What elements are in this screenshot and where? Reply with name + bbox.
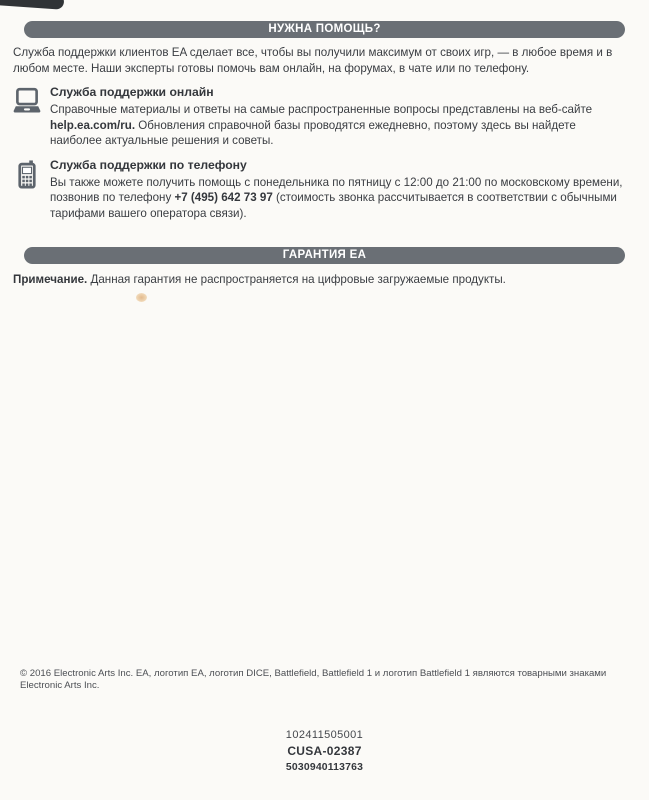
help-section-header: [24, 21, 625, 38]
online-support-item: [13, 85, 629, 149]
warranty-section-header: [24, 247, 625, 264]
phone-support-body: [50, 175, 638, 222]
barcode-number: 5030940113763: [285, 762, 364, 773]
help-intro-text: Служба поддержки клиентов EA сделает все, чтобы вы получили максимум от своих игр, — в любое время и в любом месте. Наши эксперты готовы помочь вам онлайн, на форумах, в чате или по телефону.: [13, 46, 613, 75]
warranty-section-title: ГАРАНТИЯ EA: [282, 249, 367, 261]
online-support-heading: Служба поддержки онлайн: [50, 85, 214, 99]
scan-speck: [136, 293, 147, 302]
online-support-body: [50, 102, 626, 149]
product-code: 102411505001: [285, 729, 364, 741]
copyright-line: © 2016 Electronic Arts Inc. EA, логотип EA, логотип DICE, Battlefield, Battlefield 1 и логотип Battlefield 1 являются товарными знаками Electronic Arts Inc.: [20, 668, 607, 691]
phone-support-heading: Служба поддержки по телефону: [50, 157, 247, 172]
help-section-title: НУЖНА ПОМОЩЬ?: [268, 23, 381, 35]
warranty-section: [0, 247, 649, 288]
support-phone-number: +7 (495) 642 73 97: [174, 191, 273, 204]
phone-support-item: [13, 158, 629, 222]
cusa-code: CUSA-02387: [287, 744, 362, 758]
online-body-pre: Справочные материалы и ответы на самые распространенные вопросы представлены на веб-сайте: [50, 103, 593, 116]
laptop-icon: [13, 85, 41, 115]
warranty-note: [13, 272, 635, 288]
scan-artifact: [0, 0, 64, 10]
mobile-phone-icon: [13, 158, 41, 189]
warranty-note-text: Данная гарантия не распространяется на цифровые загружаемые продукты.: [87, 273, 506, 286]
warranty-note-label: Примечание.: [13, 273, 88, 286]
phone-body-post: (стоимость звонка рассчитывается в соответствии с обычными тарифами вашего оператора связи).: [50, 191, 617, 220]
phone-body-pre: Вы также можете получить помощь с понедельника по пятницу с 12:00 до 21:00 по московскому времени, позвонив по телефону: [50, 175, 623, 204]
support-url: help.ea.com/ru.: [50, 118, 136, 132]
product-codes: [0, 729, 649, 773]
help-section: [0, 21, 649, 221]
online-support-text: [50, 85, 626, 149]
phone-support-text: [50, 158, 638, 222]
online-body-post: Обновления справочной базы проводятся ежедневно, поэтому здесь вы найдете наиболее актуальные решения и советы.: [50, 118, 576, 147]
